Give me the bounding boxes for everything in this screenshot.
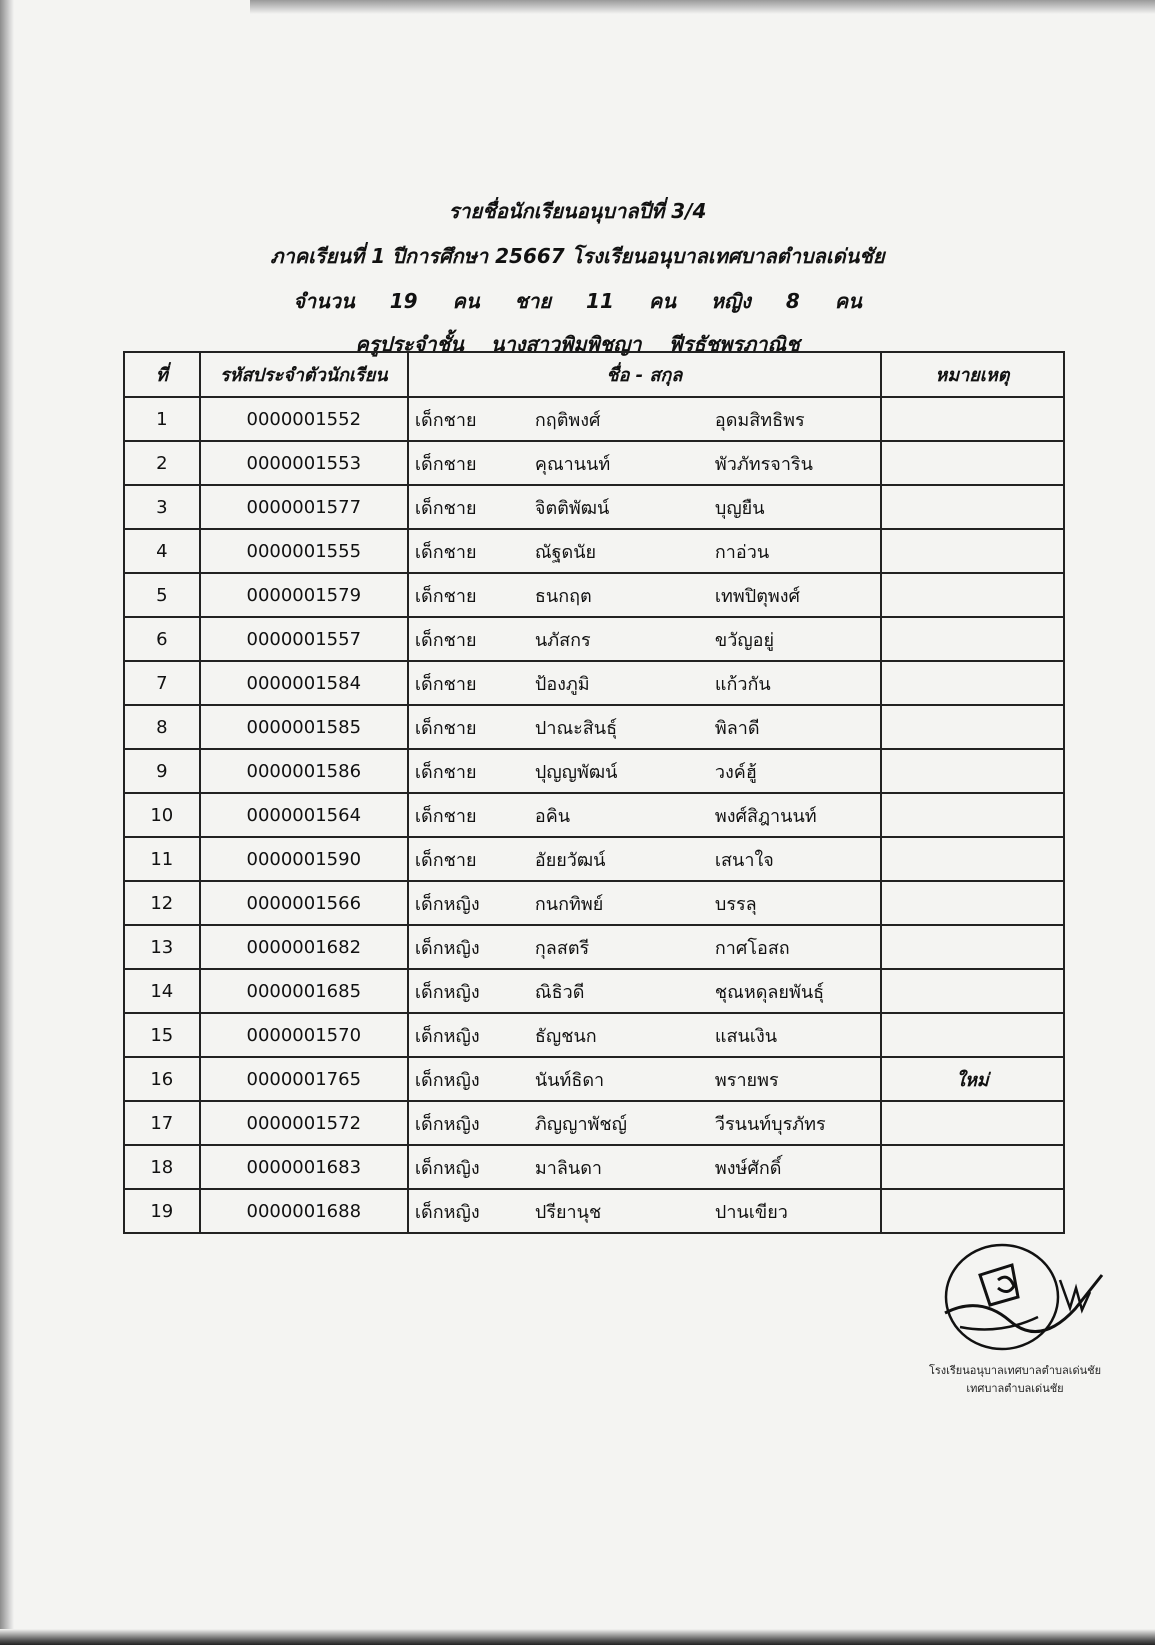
cell-note xyxy=(881,969,1064,1013)
cell-name xyxy=(408,441,881,485)
cell-student-id: 0000001572 xyxy=(200,1101,408,1145)
cell-note xyxy=(881,793,1064,837)
first-name: จิตติพัฒน์ xyxy=(534,497,610,519)
cell-note xyxy=(881,1145,1064,1189)
cell-name xyxy=(408,705,881,749)
teacher-surname: ฟีรธัชพรภาณิช xyxy=(668,332,800,356)
first-name: นภัสกร xyxy=(534,629,591,651)
cell-student-id: 0000001555 xyxy=(200,529,408,573)
last-name: พรายพร xyxy=(714,1069,779,1091)
cell-no: 15 xyxy=(124,1013,200,1057)
cell-no: 9 xyxy=(124,749,200,793)
cell-student-id: 0000001557 xyxy=(200,617,408,661)
cell-student-id: 0000001566 xyxy=(200,881,408,925)
cell-no: 4 xyxy=(124,529,200,573)
cell-no: 8 xyxy=(124,705,200,749)
last-name: กาอ่วน xyxy=(714,541,770,563)
seal-caption-line2: เทศบาลตำบลเด่นชัย xyxy=(966,1382,1064,1395)
cell-student-id: 0000001682 xyxy=(200,925,408,969)
seal-caption-line1: โรงเรียนอนุบาลเทศบาลตำบลเด่นชัย xyxy=(928,1364,1102,1377)
first-name: นันท์ธิดา xyxy=(534,1069,605,1091)
last-name: ชุณหดุลยพันธุ์ xyxy=(714,981,825,1003)
name-prefix: เด็กชาย xyxy=(414,585,477,607)
last-name: บรรลุ xyxy=(714,893,757,915)
table-row xyxy=(124,749,1064,793)
cell-no: 18 xyxy=(124,1145,200,1189)
first-name: อคิน xyxy=(534,805,571,827)
cell-note xyxy=(881,1101,1064,1145)
last-name: แสนเงิน xyxy=(714,1025,778,1047)
table-row xyxy=(124,397,1064,441)
table-row xyxy=(124,925,1064,969)
cell-student-id: 0000001579 xyxy=(200,573,408,617)
table-row xyxy=(124,441,1064,485)
last-name: กาศโอสถ xyxy=(714,937,790,959)
last-name: วีรนนท์บุรภัทร xyxy=(714,1113,826,1135)
last-name: พิลาดี xyxy=(714,717,760,739)
cell-name xyxy=(408,1057,881,1101)
male-label: ชาย xyxy=(514,289,552,313)
first-name: อัยยวัฒน์ xyxy=(534,849,606,871)
cell-no: 12 xyxy=(124,881,200,925)
name-prefix: เด็กหญิง xyxy=(414,981,480,1003)
cell-name xyxy=(408,1189,881,1233)
first-name: ป้องภูมิ xyxy=(534,673,590,695)
cell-name xyxy=(408,1145,881,1189)
cell-name xyxy=(408,397,881,441)
total-unit: คน xyxy=(452,289,480,313)
first-name: ณิธิวดี xyxy=(534,981,585,1003)
cell-student-id: 0000001683 xyxy=(200,1145,408,1189)
seal-caption xyxy=(905,1362,1125,1398)
first-name: ธนกฤต xyxy=(534,585,592,607)
cell-student-id: 0000001688 xyxy=(200,1189,408,1233)
cell-name xyxy=(408,881,881,925)
cell-name xyxy=(408,793,881,837)
name-prefix: เด็กชาย xyxy=(414,629,477,651)
cell-no: 16 xyxy=(124,1057,200,1101)
cell-no: 11 xyxy=(124,837,200,881)
cell-note xyxy=(881,925,1064,969)
name-prefix: เด็กชาย xyxy=(414,497,477,519)
table-row xyxy=(124,793,1064,837)
name-prefix: เด็กหญิง xyxy=(414,1069,480,1091)
cell-no: 5 xyxy=(124,573,200,617)
cell-note xyxy=(881,617,1064,661)
col-header-name: ชื่อ - สกุล xyxy=(408,352,881,397)
name-prefix: เด็กหญิง xyxy=(414,1201,480,1223)
col-header-note: หมายเหตุ xyxy=(881,352,1064,397)
cell-no: 1 xyxy=(124,397,200,441)
last-name: เทพปิตุพงศ์ xyxy=(714,585,800,607)
name-prefix: เด็กชาย xyxy=(414,717,477,739)
name-prefix: เด็กหญิง xyxy=(414,893,480,915)
name-prefix: เด็กหญิง xyxy=(414,1113,480,1135)
last-name: เสนาใจ xyxy=(714,849,774,871)
last-name: ปานเขียว xyxy=(714,1201,788,1223)
table-row xyxy=(124,573,1064,617)
last-name: พงษ์ศักดิ์ xyxy=(714,1157,782,1179)
last-name: ขวัญอยู่ xyxy=(714,629,775,651)
term-line: ภาคเรียนที่ 1 ปีการศึกษา 25667 โรงเรียนอนุบาลเทศบาลตำบลเด่นชัย xyxy=(270,244,885,268)
cell-name xyxy=(408,485,881,529)
last-name: พัวภัทรจาริน xyxy=(714,453,813,475)
cell-no: 6 xyxy=(124,617,200,661)
cell-student-id: 0000001585 xyxy=(200,705,408,749)
name-prefix: เด็กหญิง xyxy=(414,1157,480,1179)
table-row xyxy=(124,1101,1064,1145)
scan-edge-top xyxy=(250,0,1155,14)
cell-name xyxy=(408,661,881,705)
col-header-id: รหัสประจำตัวนักเรียน xyxy=(200,352,408,397)
male-count: 11 xyxy=(586,289,614,313)
table-row xyxy=(124,617,1064,661)
cell-note xyxy=(881,661,1064,705)
cell-note xyxy=(881,837,1064,881)
table-row xyxy=(124,705,1064,749)
cell-student-id: 0000001553 xyxy=(200,441,408,485)
cell-name xyxy=(408,969,881,1013)
cell-note xyxy=(881,573,1064,617)
student-table xyxy=(123,351,1065,1234)
cell-student-id: 0000001586 xyxy=(200,749,408,793)
cell-note xyxy=(881,485,1064,529)
first-name: กฤติพงศ์ xyxy=(534,409,601,431)
teacher-label: ครูประจำชั้น xyxy=(355,332,464,356)
cell-name xyxy=(408,837,881,881)
cell-note xyxy=(881,881,1064,925)
first-name: ปุญญพัฒน์ xyxy=(534,761,618,783)
first-name: กุลสตรี xyxy=(534,937,590,959)
cell-no: 19 xyxy=(124,1189,200,1233)
table-row xyxy=(124,881,1064,925)
name-prefix: เด็กชาย xyxy=(414,541,477,563)
cell-note xyxy=(881,1013,1064,1057)
first-name: ธัญชนก xyxy=(534,1025,597,1047)
cell-name xyxy=(408,573,881,617)
cell-student-id: 0000001584 xyxy=(200,661,408,705)
cell-no: 2 xyxy=(124,441,200,485)
cell-student-id: 0000001552 xyxy=(200,397,408,441)
last-name: อุดมสิทธิพร xyxy=(714,409,805,431)
cell-name xyxy=(408,1101,881,1145)
table-row xyxy=(124,1145,1064,1189)
female-label: หญิง xyxy=(710,289,751,313)
name-prefix: เด็กชาย xyxy=(414,761,477,783)
cell-note xyxy=(881,441,1064,485)
table-row xyxy=(124,661,1064,705)
document-title: รายชื่อนักเรียนอนุบาลปีที่ 3/4 xyxy=(448,199,707,223)
cell-no: 7 xyxy=(124,661,200,705)
name-prefix: เด็กหญิง xyxy=(414,1025,480,1047)
name-prefix: เด็กชาย xyxy=(414,805,477,827)
table-row xyxy=(124,1013,1064,1057)
first-name: มาลินดา xyxy=(534,1157,603,1179)
cell-name xyxy=(408,1013,881,1057)
cell-no: 17 xyxy=(124,1101,200,1145)
first-name: ณัฐดนัย xyxy=(534,541,597,563)
total-count: 19 xyxy=(389,289,418,313)
cell-name xyxy=(408,617,881,661)
table-body xyxy=(124,397,1064,1233)
cell-no: 10 xyxy=(124,793,200,837)
table-row xyxy=(124,1057,1064,1101)
last-name: พงศ์สิฎานนท์ xyxy=(714,805,817,827)
total-label: จำนวน xyxy=(293,289,355,313)
cell-name xyxy=(408,529,881,573)
first-name: คุณานนท์ xyxy=(534,453,611,475)
name-prefix: เด็กชาย xyxy=(414,849,477,871)
name-prefix: เด็กชาย xyxy=(414,453,477,475)
first-name: ปาณะสินธุ์ xyxy=(534,717,618,739)
name-prefix: เด็กหญิง xyxy=(414,937,480,959)
cell-note xyxy=(881,1189,1064,1233)
table-row xyxy=(124,969,1064,1013)
cell-student-id: 0000001570 xyxy=(200,1013,408,1057)
cell-no: 3 xyxy=(124,485,200,529)
last-name: วงค์ฮู้ xyxy=(714,761,757,783)
cell-student-id: 0000001577 xyxy=(200,485,408,529)
cell-student-id: 0000001765 xyxy=(200,1057,408,1101)
male-unit: คน xyxy=(648,289,676,313)
cell-no: 13 xyxy=(124,925,200,969)
scan-edge-bottom xyxy=(0,1629,1155,1645)
cell-note xyxy=(881,397,1064,441)
first-name: ภิญญาพัชญ์ xyxy=(534,1113,627,1135)
first-name: ปรียานุช xyxy=(534,1201,602,1223)
cell-name xyxy=(408,749,881,793)
cell-student-id: 0000001564 xyxy=(200,793,408,837)
first-name: กนกทิพย์ xyxy=(534,893,604,915)
table-row xyxy=(124,837,1064,881)
last-name: บุญยืน xyxy=(714,497,765,519)
cell-no: 14 xyxy=(124,969,200,1013)
col-header-no: ที่ xyxy=(124,352,200,397)
school-seal-signature xyxy=(940,1235,1115,1355)
cell-note: ใหม่ xyxy=(881,1057,1064,1101)
count-line xyxy=(0,285,1155,317)
cell-student-id: 0000001685 xyxy=(200,969,408,1013)
table-row xyxy=(124,485,1064,529)
cell-note xyxy=(881,705,1064,749)
cell-name xyxy=(408,925,881,969)
name-prefix: เด็กชาย xyxy=(414,673,477,695)
table-row xyxy=(124,529,1064,573)
name-prefix: เด็กชาย xyxy=(414,409,477,431)
female-unit: คน xyxy=(834,289,862,313)
cell-note xyxy=(881,749,1064,793)
female-count: 8 xyxy=(785,289,800,313)
cell-student-id: 0000001590 xyxy=(200,837,408,881)
table-header-row xyxy=(124,352,1064,397)
cell-note xyxy=(881,529,1064,573)
last-name: แก้วกัน xyxy=(714,673,771,695)
teacher-name: นางสาวพิมพิชญา xyxy=(490,332,642,356)
table-row xyxy=(124,1189,1064,1233)
